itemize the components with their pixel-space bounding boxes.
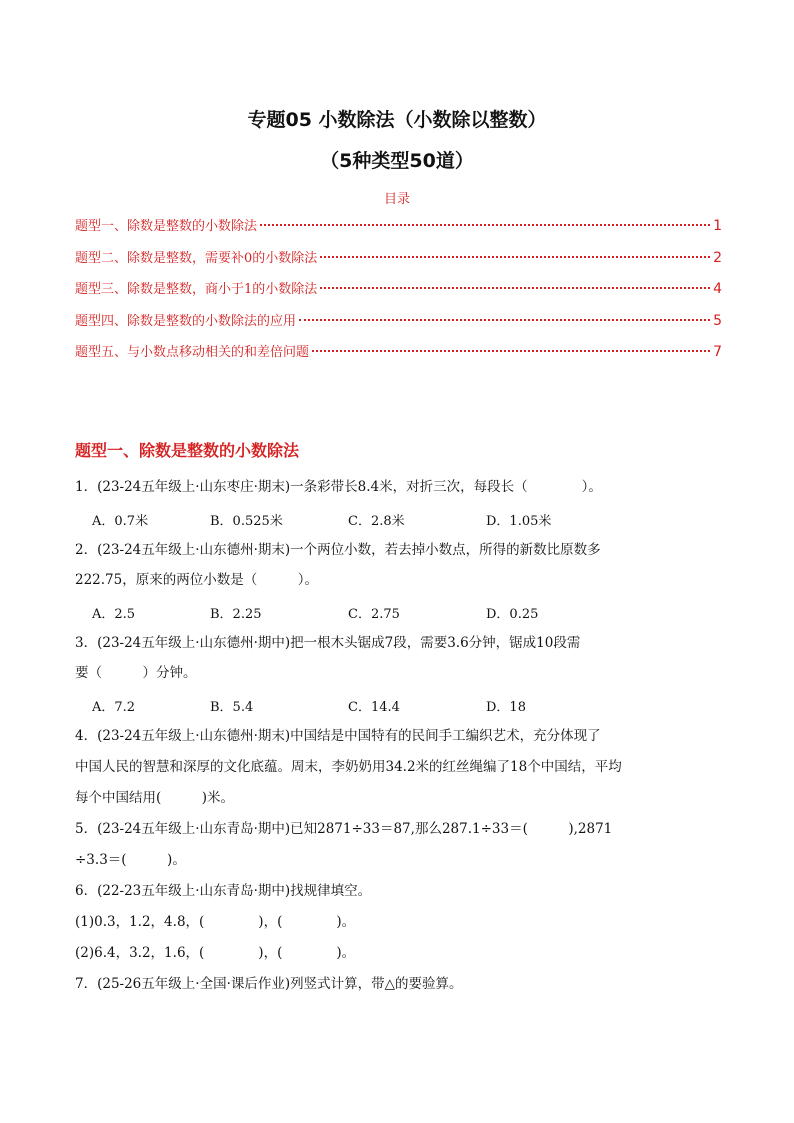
toc-item[interactable] <box>75 247 722 279</box>
toc-item-label: 题型三、除数是整数，商小于1的小数除法 <box>75 282 318 297</box>
toc-leader-dots <box>260 224 710 226</box>
toc-item[interactable] <box>75 278 722 310</box>
toc-heading: 目录 <box>383 192 410 207</box>
option-a: A．0.7米 <box>92 514 149 529</box>
toc-item-label: 题型一、除数是整数的小数除法 <box>75 219 258 234</box>
question-3-line2: 要（ ）分钟。 <box>75 665 197 681</box>
table-of-contents <box>75 215 722 373</box>
toc-item[interactable] <box>75 341 722 373</box>
option-a: A．7.2 <box>92 700 136 715</box>
question-2-line1: 2．(23-24五年级上·山东德州·期末)一个两位小数，若去掉小数点，所得的新数比原数多 <box>75 542 601 558</box>
question-1: 1．(23-24五年级上·山东枣庄·期末)一条彩带长8.4米，对折三次，每段长（ ）。 <box>75 479 602 495</box>
option-d: D．18 <box>486 700 526 715</box>
toc-item[interactable] <box>75 215 722 247</box>
option-d: D．1.05米 <box>486 514 552 529</box>
option-b: B．0.525米 <box>210 514 283 529</box>
question-4-line2: 中国人民的智慧和深厚的文化底蕴。周末，李奶奶用34.2米的红丝绳编了18个中国结，平均 <box>75 759 622 775</box>
question-3-line1: 3．(23-24五年级上·山东德州·期中)把一根木头锯成7段，需要3.6分钟，锯成10段需 <box>75 635 581 651</box>
option-c: C．2.75 <box>348 607 400 622</box>
option-c: C．14.4 <box>348 700 400 715</box>
toc-leader-dots <box>320 256 710 258</box>
option-b: B．2.25 <box>210 607 262 622</box>
toc-item-page: 4 <box>713 281 722 297</box>
option-a: A．2.5 <box>92 607 136 622</box>
question-4-line1: 4．(23-24五年级上·山东德州·期末)中国结是中国特有的民间手工编织艺术，充分体现了 <box>75 728 601 744</box>
toc-item-page: 5 <box>713 312 722 329</box>
question-6-line3: (2)6.4，3.2，1.6，( )，( )。 <box>75 945 356 961</box>
option-c: C．2.8米 <box>348 514 405 529</box>
toc-leader-dots <box>299 319 710 321</box>
page-subtitle: （5种类型50道） <box>320 150 474 172</box>
section-heading: 题型一、除数是整数的小数除法 <box>75 441 300 460</box>
question-6-line1: 6．(22-23五年级上·山东青岛·期中)找规律填空。 <box>75 883 372 899</box>
toc-item-label: 题型四、除数是整数的小数除法的应用 <box>75 313 297 329</box>
option-d: D．0.25 <box>486 607 539 622</box>
toc-leader-dots <box>320 287 710 289</box>
question-2-line2: 222.75，原来的两位小数是（ ）。 <box>75 572 318 588</box>
toc-item-page: 1 <box>713 218 722 234</box>
page-title: 专题05 小数除法（小数除以整数） <box>247 109 547 131</box>
toc-item[interactable] <box>75 310 722 342</box>
question-6-line2: (1)0.3，1.2，4.8，( )，( )。 <box>75 914 356 930</box>
toc-item-page: 7 <box>713 344 722 360</box>
option-b: B．5.4 <box>210 700 254 715</box>
question-5-line1: 5．(23-24五年级上·山东青岛·期中)已知2871÷33＝87,那么287.1÷33＝( ),2871 <box>75 821 613 837</box>
toc-item-label: 题型二、除数是整数，需要补0的小数除法 <box>75 250 318 266</box>
question-5-line2: ÷3.3＝( )。 <box>75 852 186 868</box>
toc-item-label: 题型五、与小数点移动相关的和差倍问题 <box>75 345 310 360</box>
toc-item-page: 2 <box>713 249 722 266</box>
toc-leader-dots <box>312 350 710 352</box>
question-4-line3: 每个中国结用( )米。 <box>75 790 235 806</box>
question-7-line1: 7．(25-26五年级上·全国·课后作业)列竖式计算，带△的要验算。 <box>75 976 463 992</box>
